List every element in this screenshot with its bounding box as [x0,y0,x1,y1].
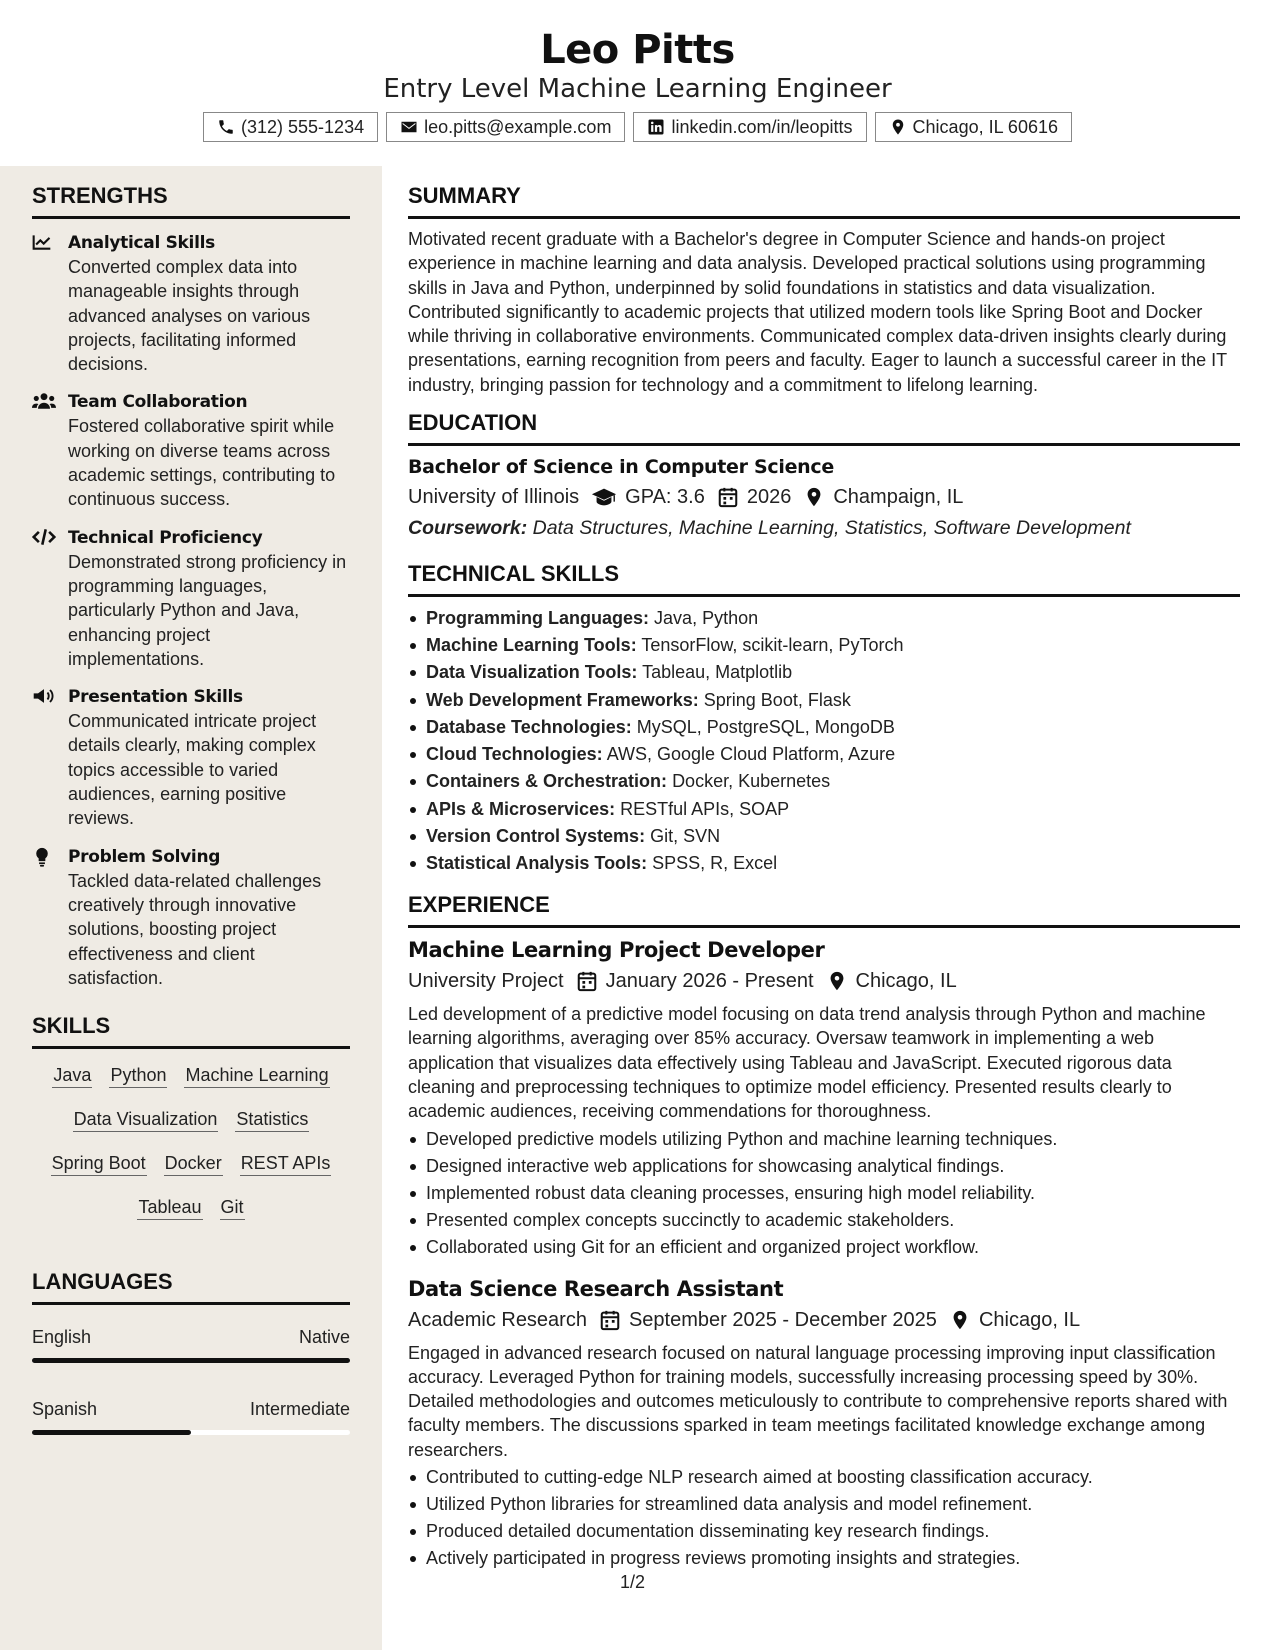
education-meta [408,482,1240,512]
skill-tag: Python [109,1063,167,1088]
skill-tag: Machine Learning [184,1063,329,1088]
skill-tag: Tableau [137,1195,202,1220]
summary-heading: SUMMARY [408,182,1240,219]
map-pin-icon [949,1309,971,1331]
job-org: Academic Research [408,1308,587,1331]
skill-tag: Docker [164,1151,223,1176]
language-item [32,1397,350,1435]
strength-title: Analytical Skills [68,233,215,253]
skill-tag: Git [220,1195,245,1220]
sidebar [0,166,382,1650]
tech-skill-item: APIs & Microservices: RESTful APIs, SOAP [408,796,1240,823]
strength-item [32,685,350,830]
gpa-text: GPA: 3.6 [625,486,705,509]
page-number: 1/2 [620,1572,646,1592]
job-meta [408,966,1240,996]
job-location: Chicago, IL [855,970,957,993]
contact-linkedin[interactable] [633,112,866,142]
school-name: University of Illinois [408,486,580,509]
contact-bar [0,112,1275,142]
language-level: Native [298,1327,350,1348]
phone-icon [217,118,235,136]
skill-tag: Data Visualization [73,1107,219,1132]
job-bullet: Implemented robust data cleaning processes, ensuring high model reliability. [408,1180,1240,1207]
location-text: Chicago, IL 60616 [912,116,1058,137]
strength-title: Team Collaboration [68,392,248,413]
skill-tag: REST APIs [240,1151,332,1176]
chart-line-icon [32,233,52,251]
strength-desc: Converted complex data into manageable insights through advanced analyses on various projects, facilitating informed decisions. [68,257,311,375]
tech-skill-item: Containers & Orchestration: Docker, Kubernetes [408,768,1240,795]
resume-header [0,0,1275,166]
skill-tag: Statistics [235,1107,309,1132]
job-meta [408,1305,1240,1335]
map-pin-icon [826,970,848,992]
job-bullet: Produced detailed documentation disseminating key research findings. [408,1518,1240,1545]
job-org: University Project [408,970,564,993]
strength-desc: Communicated intricate project details clearly, making complex topics accessible to varied audiences, earning positive reviews. [68,711,317,829]
job-bullet: Developed predictive models utilizing Python and machine learning techniques. [408,1126,1240,1153]
job-dates: September 2025 - December 2025 [628,1308,937,1331]
megaphone-icon [32,687,56,705]
technical-skills-list [408,605,1240,877]
job-bullet: Contributed to cutting-edge NLP research aimed at boosting classification accuracy. [408,1464,1240,1491]
coursework-label: Coursework: [408,517,528,540]
tech-skill-item: Statistical Analysis Tools: SPSS, R, Excel [408,850,1240,877]
job-description: Led development of a predictive model focusing on data trend analysis through Python and machine learning algorithms, averaging over 85% accuracy. Oversaw teamwork in implementing a web application that visualizes data effectively using Tableau and JavaScript. Executed rigorous data cleaning and preprocessing techniques to optimize model efficiency. Presented results clearly to academic audiences, receiving commendations for thoroughness. [408,1004,1206,1122]
job-bullets [408,1464,1240,1572]
school-location: Champaign, IL [833,486,964,509]
job-title: Machine Learning Project Developer [408,938,825,963]
envelope-icon [400,118,418,136]
tech-skill-item: Programming Languages: Java, Python [408,605,1240,632]
candidate-title: Entry Level Machine Learning Engineer [383,74,892,104]
calendar-icon [599,1309,621,1331]
job-description: Engaged in advanced research focused on natural language processing improving input classification accuracy. Leveraged Python for training models, successfully increasing processing speed by 30%. Detailed methodologies and outcomes meticulously to contribute to comprehensive reports shared with faculty members. The discussions sparked in team meetings facilitated knowledge exchange among researchers. [408,1342,1228,1460]
candidate-name: Leo Pitts [540,27,735,73]
tech-skill-item: Cloud Technologies: AWS, Google Cloud Platform, Azure [408,741,1240,768]
language-name: Spanish [32,1399,98,1420]
skill-tag: Java [52,1063,92,1088]
language-bar [32,1358,350,1363]
contact-location[interactable] [875,112,1072,142]
strength-title: Presentation Skills [68,687,243,708]
main-content [408,166,1240,1572]
skills-tags [32,1063,350,1220]
education-heading: EDUCATION [408,409,1240,446]
strength-item [32,526,350,671]
languages-heading: LANGUAGES [32,1268,350,1305]
coursework-line [408,514,1240,542]
strength-title: Technical Proficiency [68,527,263,548]
degree-title: Bachelor of Science in Computer Science [408,456,834,479]
language-bar-fill [32,1430,191,1435]
grad-year: 2026 [746,486,792,509]
users-icon [32,392,56,410]
language-name: English [32,1327,92,1348]
strength-desc: Demonstrated strong proficiency in programming languages, particularly Python and Java, enhancing project implementations. [68,551,347,669]
strength-title: Problem Solving [68,846,221,867]
language-item [32,1325,350,1363]
language-level: Intermediate [249,1399,350,1420]
graduation-cap-icon [591,486,617,508]
strength-item [32,231,350,376]
calendar-icon [717,486,739,508]
strength-item [32,390,350,511]
lightbulb-icon [32,847,52,867]
map-pin-icon [803,486,825,508]
tech-skill-item: Web Development Frameworks: Spring Boot, Flask [408,687,1240,714]
job-bullet: Designed interactive web applications for showcasing analytical findings. [408,1153,1240,1180]
skills-heading: SKILLS [32,1012,350,1049]
job-entry [408,1275,1240,1572]
job-bullet: Utilized Python libraries for streamlined data analysis and model refinement. [408,1491,1240,1518]
strengths-heading: STRENGTHS [32,182,350,219]
calendar-icon [576,970,598,992]
job-bullet: Actively participated in progress reviews promoting insights and strategies. [408,1545,1240,1572]
tech-skill-item: Database Technologies: MySQL, PostgreSQL, MongoDB [408,714,1240,741]
linkedin-icon [647,118,665,136]
job-bullet: Presented complex concepts succinctly to academic stakeholders. [408,1207,1240,1234]
linkedin-text: linkedin.com/in/leopitts [671,116,853,137]
job-bullet: Collaborated using Git for an efficient and organized project workflow. [408,1234,1240,1261]
language-bar-fill [32,1358,350,1363]
job-entry [408,936,1240,1260]
map-pin-icon [889,118,907,136]
language-bar [32,1430,350,1435]
skill-tag: Spring Boot [51,1151,147,1176]
job-location: Chicago, IL [978,1308,1081,1331]
tech-skill-item: Data Visualization Tools: Tableau, Matplotlib [408,659,1240,686]
coursework-list: Data Structures, Machine Learning, Statistics, Software Development [532,517,1131,540]
phone-text: (312) 555-1234 [241,116,365,137]
contact-phone[interactable] [203,112,378,142]
summary-text: Motivated recent graduate with a Bachelor's degree in Computer Science and hands-on project experience in machine learning and data analysis. Developed practical solutions using programming skills in Java and Python, underpinned by solid foundations in statistics and data visualization. Contributed significantly to academic projects that utilized modern tools like Spring Boot and Docker while thriving in collaborative environments. Communicated complex data-driven insights clearly during presentations, earning recognition from peers and faculty. Eager to launch a successful career in the IT industry, bringing passion for technology and a commitment to lifelong learning. [408,229,1227,395]
strength-desc: Tackled data-related challenges creatively through innovative solutions, boosting project effectiveness and client satisfaction. [68,870,322,988]
strengths-list [32,231,350,990]
email-text: leo.pitts@example.com [424,116,612,137]
strength-item [32,845,350,990]
contact-email[interactable] [386,112,625,142]
job-dates: January 2026 - Present [605,970,814,993]
experience-heading: EXPERIENCE [408,891,1240,928]
job-bullets [408,1126,1240,1261]
code-icon [32,528,56,546]
tech-skill-item: Machine Learning Tools: TensorFlow, scikit-learn, PyTorch [408,632,1240,659]
job-title: Data Science Research Assistant [408,1276,784,1301]
tech-skill-item: Version Control Systems: Git, SVN [408,823,1240,850]
technical-skills-heading: TECHNICAL SKILLS [408,560,1240,597]
strength-desc: Fostered collaborative spirit while working on diverse teams across academic settings, contributing to continuous success. [68,416,336,510]
